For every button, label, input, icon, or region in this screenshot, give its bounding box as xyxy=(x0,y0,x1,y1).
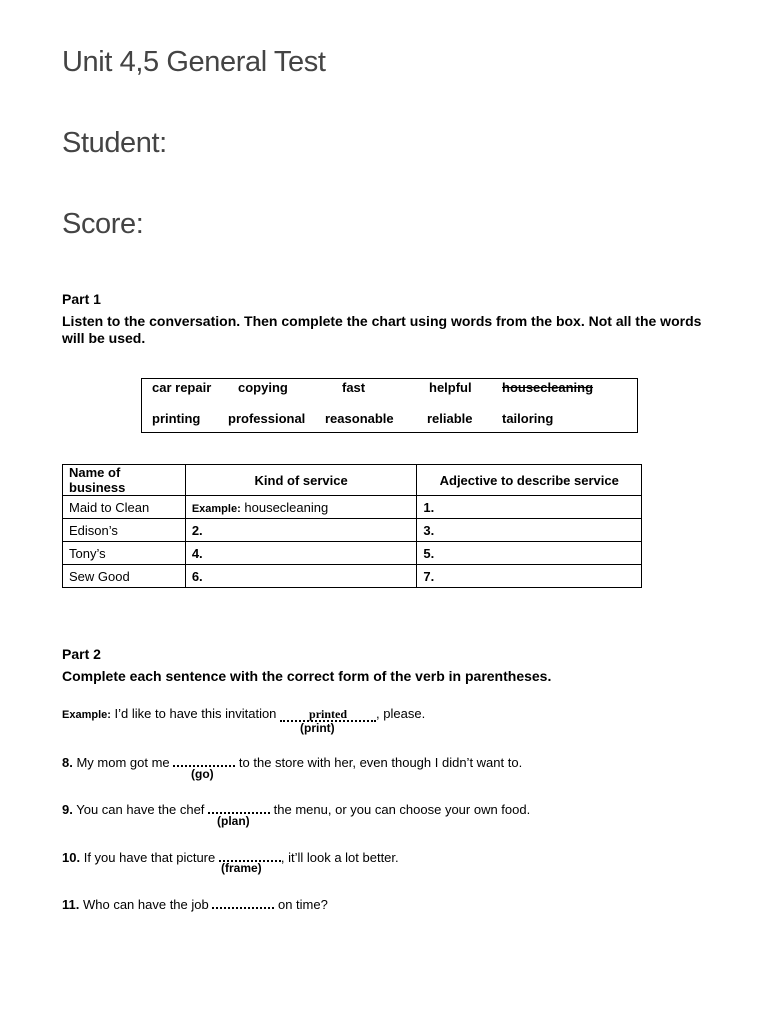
sentence-after: on time? xyxy=(277,897,328,912)
word-box-item-struck: housecleaning xyxy=(502,380,594,395)
adjective-cell[interactable]: 5. xyxy=(417,542,642,565)
column-header: Adjective to describe service xyxy=(417,465,642,496)
kind-cell[interactable]: 6. xyxy=(185,565,417,588)
sentence-after: , it’ll look a lot better. xyxy=(280,850,399,865)
verb-hint: (print) xyxy=(300,721,335,735)
verb-hint: (plan) xyxy=(217,814,250,828)
word-box-item: copying xyxy=(238,380,288,395)
question-number: 10. xyxy=(62,850,81,865)
table-row xyxy=(63,565,642,588)
page-title: Unit 4,5 General Test xyxy=(62,46,326,78)
example-label: Example: xyxy=(191,502,241,515)
part2-label: Part 2 xyxy=(62,646,101,662)
word-box-item: helpful xyxy=(429,380,472,395)
question-number: 9. xyxy=(62,802,73,817)
table-row xyxy=(63,542,642,565)
business-name: Edison’s xyxy=(63,519,186,542)
student-label: Student: xyxy=(62,127,167,159)
business-name: Tony’s xyxy=(63,542,186,565)
word-box-item: fast xyxy=(342,380,366,395)
score-label: Score: xyxy=(62,208,144,240)
word-box-item: printing xyxy=(152,411,201,426)
sentence-before: If you have that picture xyxy=(83,850,216,865)
verb-hint: (frame) xyxy=(221,861,262,875)
sentence-before: You can have the chef xyxy=(76,802,205,817)
kind-cell[interactable]: 4. xyxy=(185,542,417,565)
column-header: Name of business xyxy=(63,465,186,496)
adjective-cell[interactable]: 1. xyxy=(417,496,642,519)
verb-hint: (go) xyxy=(191,767,214,781)
adjective-cell[interactable]: 3. xyxy=(417,519,642,542)
question-number: 11. xyxy=(62,897,80,912)
answer-blank[interactable] xyxy=(173,752,235,767)
word-box-item: reliable xyxy=(427,411,473,426)
word-box-item: car repair xyxy=(152,380,212,395)
column-header: Kind of service xyxy=(185,465,417,496)
kind-value: housecleaning xyxy=(244,499,329,515)
sentence-after: to the store with her, even though I didn’t want to. xyxy=(238,755,523,770)
word-box-item: tailoring xyxy=(502,411,554,426)
question-number: 8. xyxy=(62,755,73,770)
table-row xyxy=(63,496,642,519)
example-label: Example: xyxy=(62,709,111,721)
sentence-before: Who can have the job xyxy=(82,897,209,912)
part2-instructions: Complete each sentence with the correct form of the verb in parentheses. xyxy=(62,668,552,684)
sentence-before: I’d like to have this invitation xyxy=(114,706,277,721)
word-box xyxy=(141,378,638,433)
sentence-after: the menu, or you can choose your own food. xyxy=(273,802,531,817)
question-11 xyxy=(62,894,328,912)
word-box-item: reasonable xyxy=(325,411,394,426)
business-chart xyxy=(62,464,642,588)
sentence-before: My mom got me xyxy=(76,755,170,770)
part1-label: Part 1 xyxy=(62,291,101,307)
word-box-item: professional xyxy=(228,411,306,426)
kind-cell[interactable]: 2. xyxy=(185,519,417,542)
example-sentence xyxy=(62,706,425,722)
example-answer: printed xyxy=(309,707,348,721)
table-header-row xyxy=(63,465,642,496)
business-name: Maid to Clean xyxy=(63,496,186,519)
part1-instructions: Listen to the conversation. Then complete the chart using words from the box. Not all the words will be used. xyxy=(62,313,702,346)
answer-blank xyxy=(280,707,376,722)
sentence-after: , please. xyxy=(376,706,426,721)
kind-cell xyxy=(185,496,417,519)
question-8 xyxy=(62,752,522,770)
business-name: Sew Good xyxy=(63,565,186,588)
answer-blank[interactable] xyxy=(212,894,274,909)
answer-blank[interactable] xyxy=(219,847,281,862)
question-9 xyxy=(62,799,530,817)
adjective-cell[interactable]: 7. xyxy=(417,565,642,588)
table-row xyxy=(63,519,642,542)
answer-blank[interactable] xyxy=(208,799,270,814)
